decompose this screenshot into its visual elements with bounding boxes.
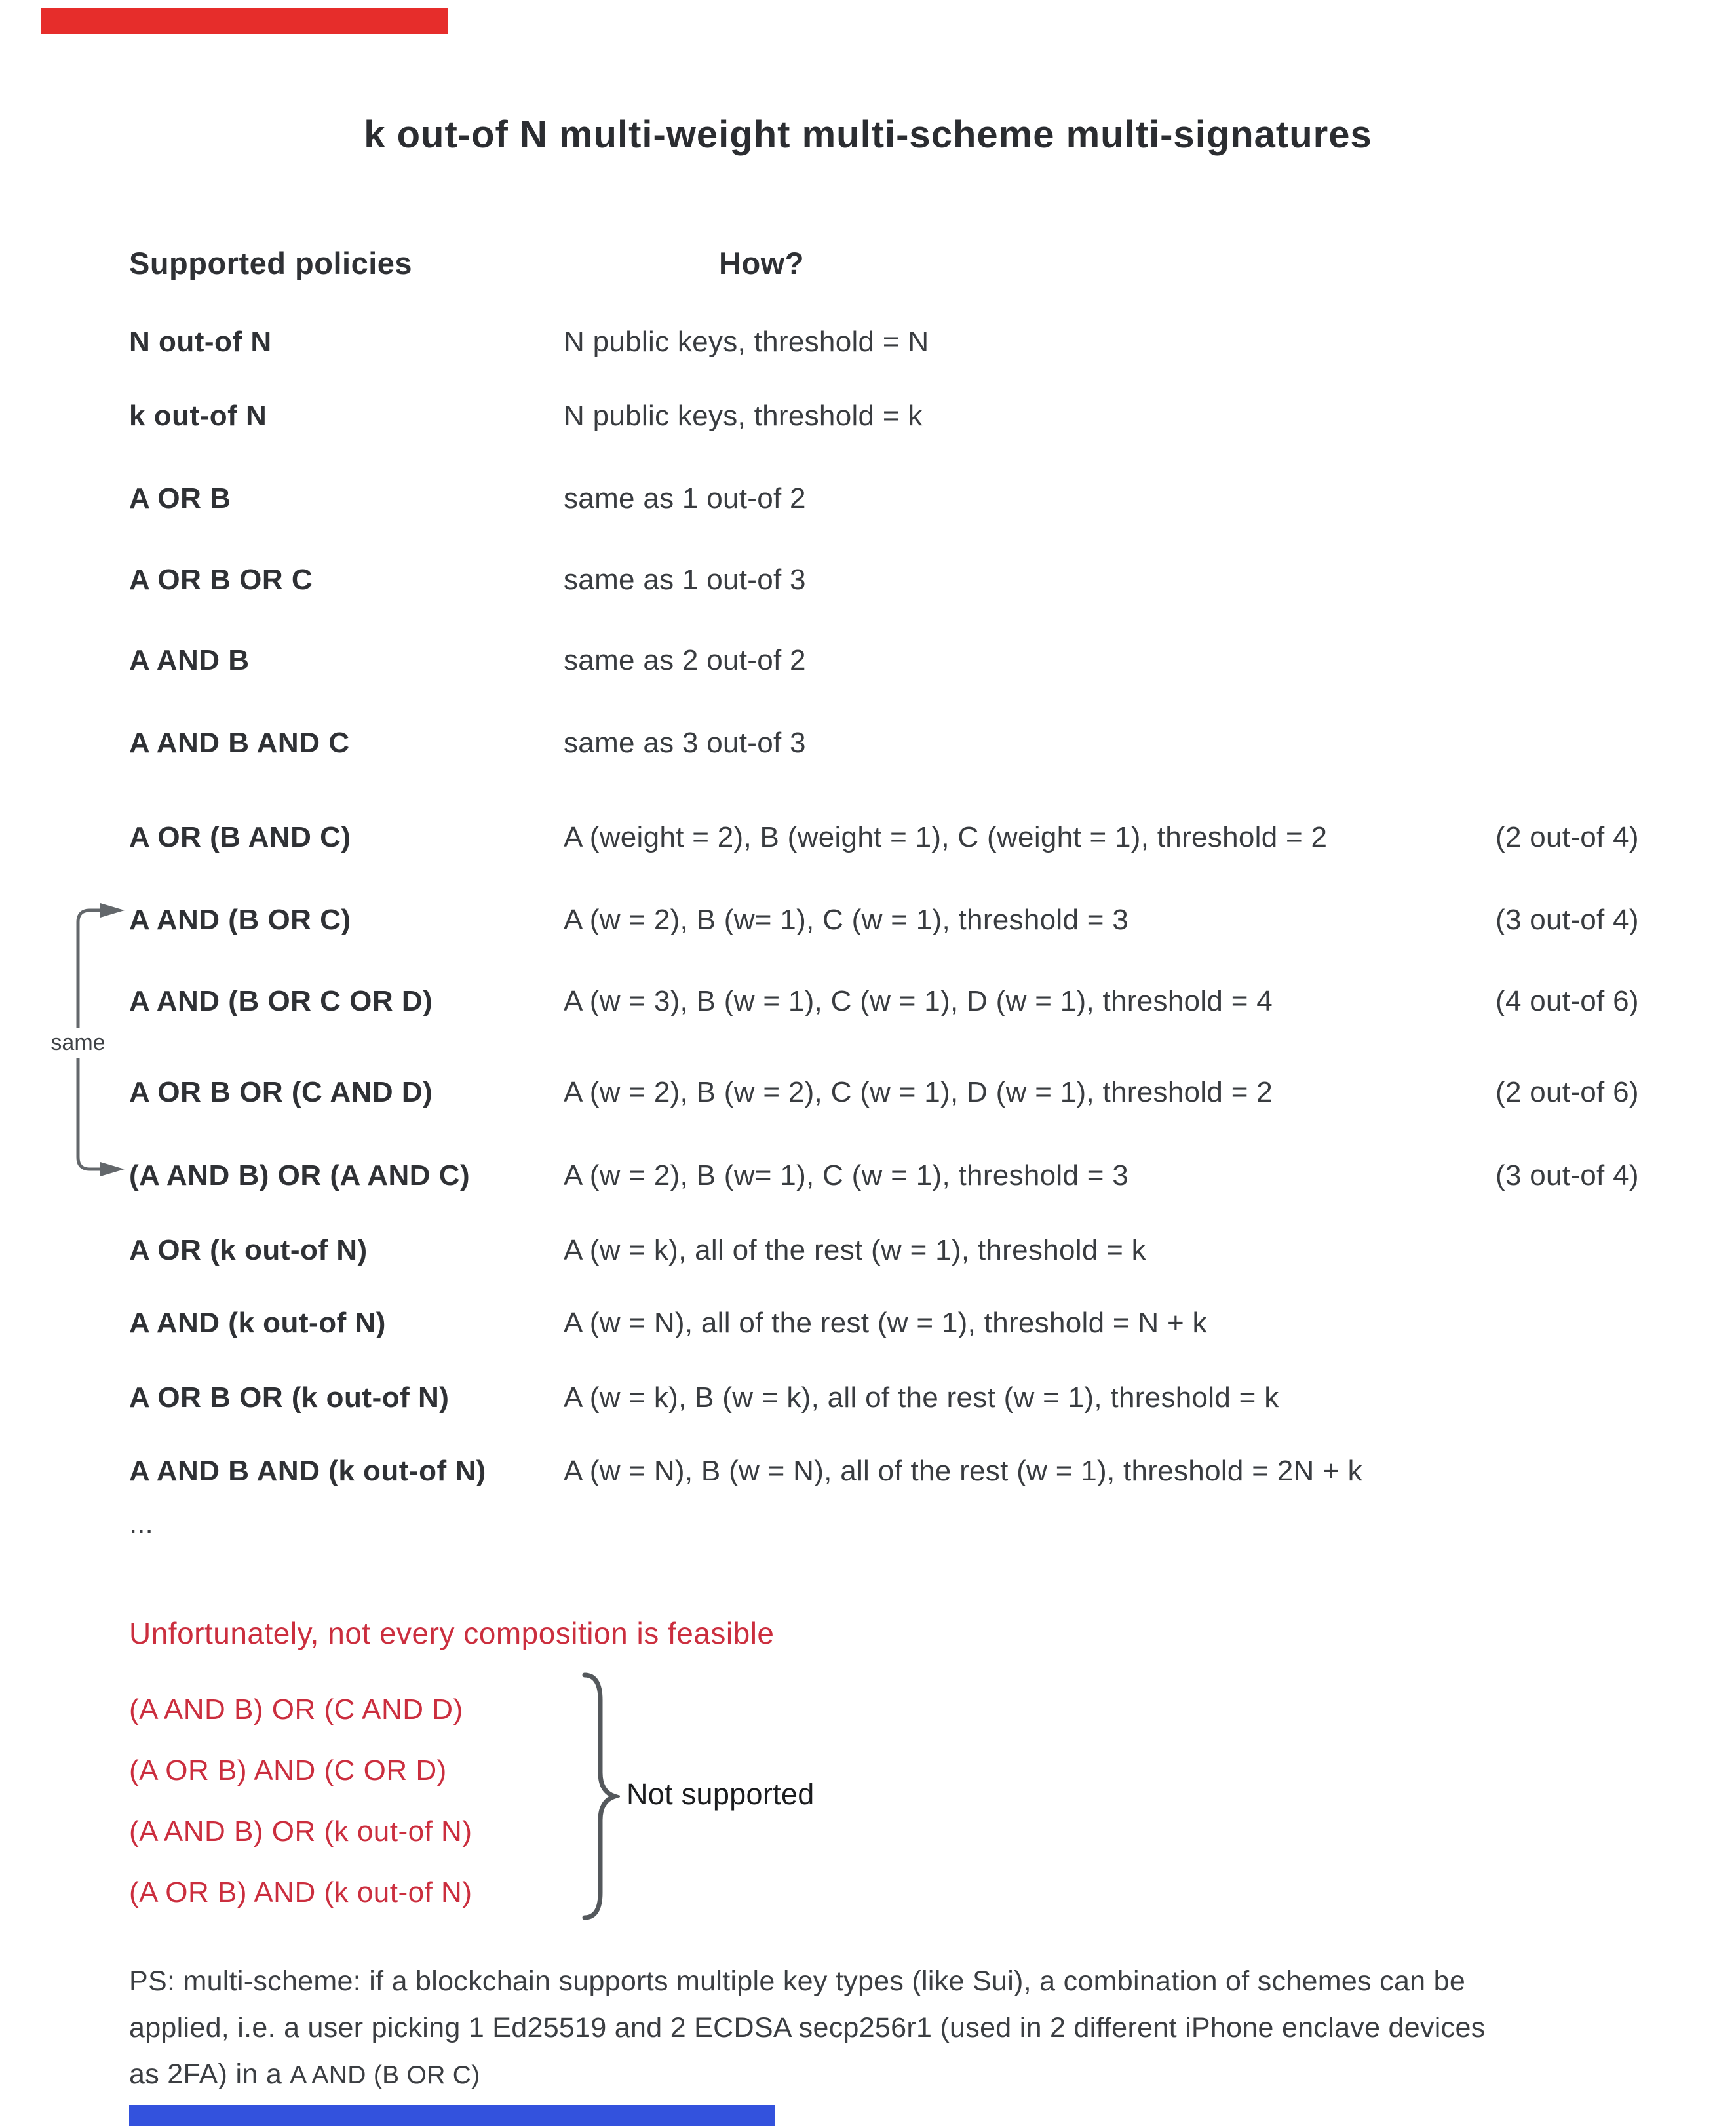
note-cell: (4 out-of 6) <box>1495 985 1639 1017</box>
infeasible-item: (A AND B) OR (k out-of N) <box>129 1815 473 1847</box>
policy-cell: (A AND B) OR (A AND C) <box>129 1159 471 1191</box>
ps-line-3-text: as 2FA) in a <box>129 2058 290 2090</box>
note-cell: (3 out-of 4) <box>1495 904 1639 936</box>
how-cell: N public keys, threshold = k <box>564 400 923 432</box>
how-cell: same as 1 out-of 2 <box>564 482 806 514</box>
table-row <box>0 480 1736 520</box>
how-cell: A (w = 3), B (w = 1), C (w = 1), D (w = 1), threshold = 4 <box>564 985 1273 1017</box>
how-cell: same as 1 out-of 3 <box>564 564 806 596</box>
infeasible-heading: Unfortunately, not every composition is feasible <box>129 1616 775 1650</box>
policy-cell: A OR B <box>129 482 231 514</box>
table-row <box>0 1232 1736 1271</box>
how-cell: A (w = k), all of the rest (w = 1), threshold = k <box>564 1234 1146 1266</box>
policy-cell: A AND B <box>129 644 250 676</box>
ellipsis: ... <box>129 1507 153 1539</box>
table-row <box>0 1380 1736 1419</box>
policy-cell: A AND (B OR C OR D) <box>129 985 433 1017</box>
how-cell: N public keys, threshold = N <box>564 326 929 358</box>
table-row <box>0 983 1736 1022</box>
same-label: same <box>41 1028 115 1058</box>
policy-cell: A AND (k out-of N) <box>129 1307 386 1339</box>
table-row <box>0 1305 1736 1344</box>
column-header-how: How? <box>719 246 804 280</box>
note-cell: (2 out-of 4) <box>1495 821 1639 853</box>
note-cell: (2 out-of 6) <box>1495 1076 1639 1108</box>
ps-line-2: applied, i.e. a user picking 1 Ed25519 and 2 ECDSA secp256r1 (used in 2 different iPhone enclave devices <box>129 2012 1486 2043</box>
how-cell: A (weight = 2), B (weight = 1), C (weight = 1), threshold = 2 <box>564 821 1328 853</box>
curly-brace-icon <box>578 1671 620 1922</box>
page-title: k out-of N multi-weight multi-scheme multi-signatures <box>364 113 1372 156</box>
how-cell: A (w = k), B (w = k), all of the rest (w = 1), threshold = k <box>564 1382 1279 1414</box>
policy-cell: A OR (B AND C) <box>129 821 351 853</box>
policy-cell: A OR B OR (C AND D) <box>129 1076 433 1108</box>
table-row <box>0 902 1736 941</box>
infeasible-item: (A OR B) AND (C OR D) <box>129 1754 447 1787</box>
ps-note <box>129 1958 1656 2098</box>
policy-cell: k out-of N <box>129 400 267 432</box>
policy-cell: A OR B OR (k out-of N) <box>129 1382 450 1414</box>
red-redaction-bar <box>41 8 448 34</box>
table-row <box>0 398 1736 437</box>
policy-cell: A AND B AND (k out-of N) <box>129 1455 486 1487</box>
table-row <box>0 324 1736 363</box>
how-cell: A (w = 2), B (w= 1), C (w = 1), threshold = 3 <box>564 904 1129 936</box>
ps-line-1: PS: multi-scheme: if a blockchain supports multiple key types (like Sui), a combination of schemes can be <box>129 1965 1466 1997</box>
how-cell: A (w = 2), B (w= 1), C (w = 1), threshold = 3 <box>564 1159 1129 1191</box>
how-cell: same as 2 out-of 2 <box>564 644 806 676</box>
ps-policy-code: A AND (B OR C) <box>290 2061 480 2089</box>
how-cell: A (w = 2), B (w = 2), C (w = 1), D (w = 1), threshold = 2 <box>564 1076 1273 1108</box>
policy-cell: A OR (k out-of N) <box>129 1234 368 1266</box>
table-row <box>0 1157 1736 1197</box>
policy-cell: A OR B OR C <box>129 564 313 596</box>
note-cell: (3 out-of 4) <box>1495 1159 1639 1191</box>
table-row <box>0 562 1736 601</box>
table-row <box>0 819 1736 859</box>
column-header-supported-policies: Supported policies <box>129 246 413 280</box>
infeasible-item: (A AND B) OR (C AND D) <box>129 1693 463 1726</box>
policy-cell: N out-of N <box>129 326 272 358</box>
how-cell: same as 3 out-of 3 <box>564 727 806 759</box>
table-row <box>0 642 1736 682</box>
how-cell: A (w = N), B (w = N), all of the rest (w = 1), threshold = 2N + k <box>564 1455 1362 1487</box>
table-row <box>0 725 1736 764</box>
how-cell: A (w = N), all of the rest (w = 1), threshold = N + k <box>564 1307 1207 1339</box>
policy-cell: A AND (B OR C) <box>129 904 351 936</box>
blue-redaction-bar <box>129 2105 775 2126</box>
ps-line-3 <box>129 2051 1656 2098</box>
table-row <box>0 1074 1736 1113</box>
not-supported-label: Not supported <box>627 1777 815 1811</box>
table-row <box>0 1453 1736 1492</box>
policy-cell: A AND B AND C <box>129 727 350 759</box>
infeasible-item: (A OR B) AND (k out-of N) <box>129 1876 473 1908</box>
